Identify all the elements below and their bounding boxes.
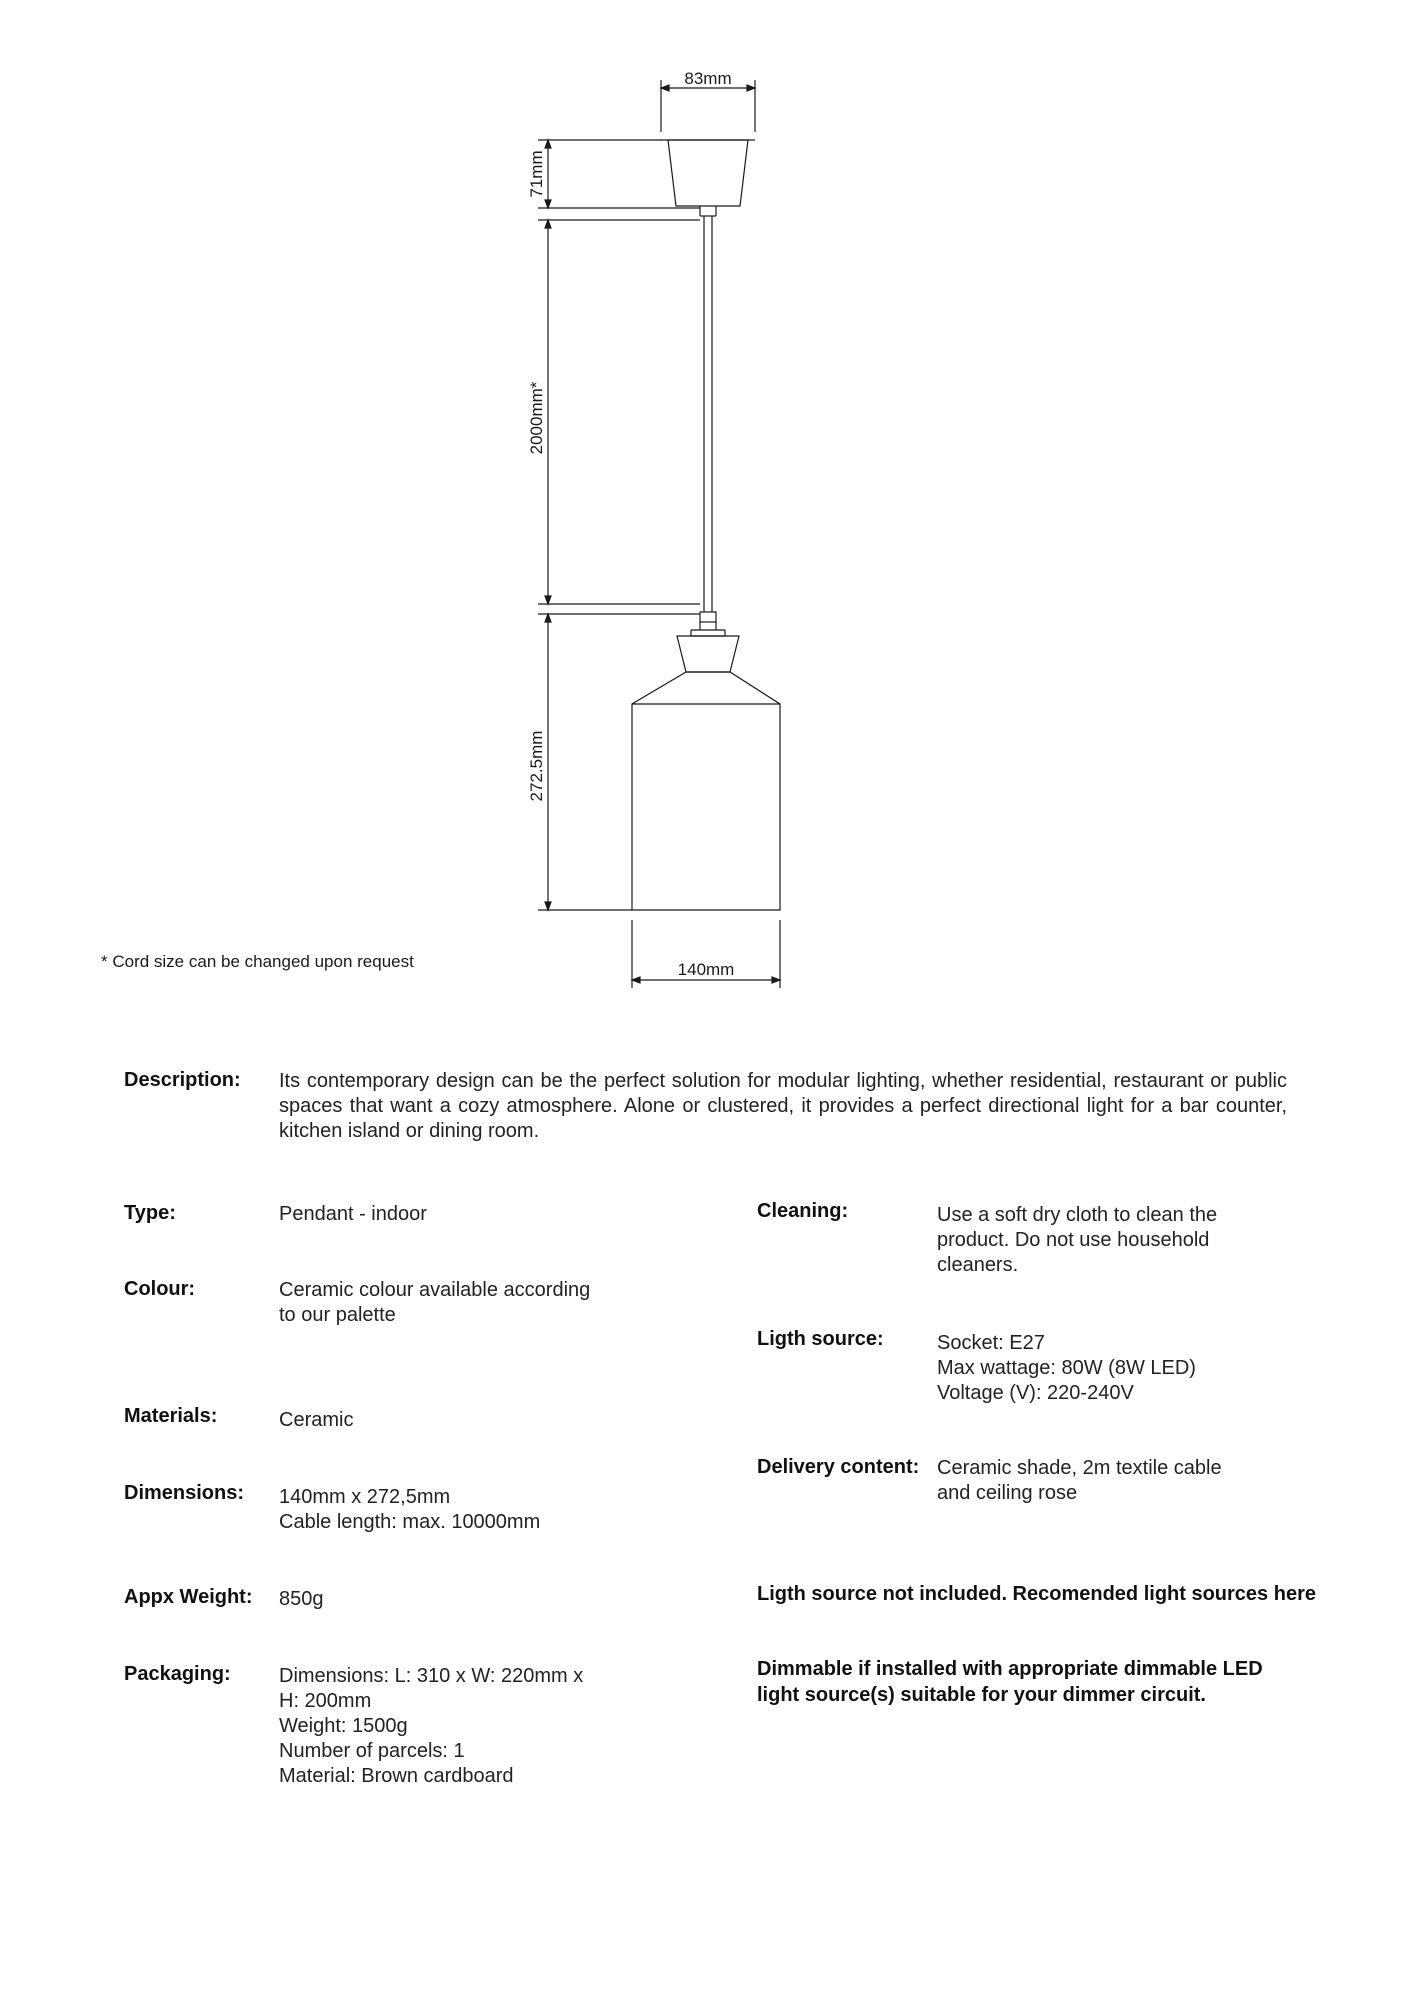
- light-source-line: Max wattage: 80W (8W LED): [937, 1357, 1196, 1379]
- packaging-line: Weight: 1500g: [279, 1715, 408, 1737]
- delivery-line: Ceramic shade, 2m textile cable: [937, 1457, 1222, 1479]
- dimensions-line: 140mm x 272,5mm: [279, 1486, 451, 1508]
- ceiling-rose: [668, 140, 748, 206]
- delivery-label: Delivery content:: [757, 1456, 920, 1478]
- colour-label: Colour:: [124, 1278, 196, 1300]
- dim-top-width: 83mm: [684, 69, 732, 88]
- dimensions-value: [279, 1485, 540, 1535]
- type-label: Type:: [124, 1202, 176, 1224]
- delivery-value: [937, 1456, 1222, 1506]
- cleaning-label: Cleaning:: [757, 1200, 849, 1222]
- dimmable-note: [757, 1656, 1263, 1708]
- light-source-label: Ligth source:: [757, 1328, 884, 1350]
- packaging-line: Material: Brown cardboard: [279, 1765, 514, 1787]
- arrow-6: [545, 902, 551, 910]
- cord-clamp-bottom: [700, 612, 716, 622]
- cleaning-line: cleaners.: [937, 1254, 1019, 1276]
- cord-size-note: * Cord size can be changed upon request: [101, 952, 414, 971]
- dim-bottom-width: 140mm: [677, 960, 735, 979]
- arrow-3: [545, 220, 551, 228]
- light-source-line: Socket: E27: [937, 1332, 1045, 1354]
- packaging-label: Packaging:: [124, 1663, 231, 1685]
- colour-line: Ceramic colour available according: [279, 1279, 591, 1301]
- light-source-value: [937, 1331, 1196, 1406]
- dimmable-line: light source(s) suitable for your dimmer circuit.: [757, 1684, 1206, 1706]
- colour-line: to our palette: [279, 1304, 396, 1326]
- cleaning-value: [937, 1203, 1217, 1278]
- socket-cap: [691, 622, 725, 636]
- delivery-line: and ceiling rose: [937, 1482, 1078, 1504]
- bottom-width-arrow-right: [772, 977, 780, 983]
- weight-label: Appx Weight:: [124, 1586, 253, 1608]
- type-value: [279, 1202, 427, 1227]
- packaging-line: H: 200mm: [279, 1690, 372, 1712]
- type-line: Pendant - indoor: [279, 1203, 427, 1225]
- arrow-2: [545, 200, 551, 208]
- packaging-value: [279, 1664, 583, 1789]
- packaging-line: Dimensions: L: 310 x W: 220mm x: [279, 1665, 584, 1687]
- light-source-line: Voltage (V): 220-240V: [937, 1382, 1134, 1404]
- materials-line: Ceramic: [279, 1409, 354, 1431]
- dim-rose-height: 71mm: [527, 150, 546, 198]
- cleaning-line: product. Do not use household: [937, 1229, 1210, 1251]
- materials-label: Materials:: [124, 1405, 218, 1427]
- packaging-line: Number of parcels: 1: [279, 1740, 465, 1762]
- colour-value: [279, 1278, 590, 1328]
- cleaning-line: Use a soft dry cloth to clean the: [937, 1204, 1218, 1226]
- dimmable-line: Dimmable if installed with appropriate dimmable LED: [757, 1658, 1263, 1680]
- weight-value: [279, 1587, 324, 1612]
- dim-shade-height: 272.5mm: [527, 730, 546, 802]
- weight-line: 850g: [279, 1588, 324, 1610]
- top-width-arrow-left: [661, 85, 669, 91]
- dimensions-label: Dimensions:: [124, 1482, 245, 1504]
- dim-cord-length: 2000mm*: [527, 381, 546, 455]
- arrow-1: [545, 140, 551, 148]
- light-source-not-included-note: Ligth source not included. Recomended light sources here: [757, 1583, 1316, 1605]
- arrow-5: [545, 614, 551, 622]
- description-text: Its contemporary design can be the perfect solution for modular lighting, whether residential, restaurant or public spaces that want a cozy atmosphere. Alone or clustered, it provides a perfect directional light for a bar counter, kitchen island or dining room.: [279, 1070, 1287, 1142]
- bottom-width-arrow-left: [632, 977, 640, 983]
- shade-neck: [677, 636, 739, 672]
- dimensions-line: Cable length: max. 10000mm: [279, 1511, 541, 1533]
- description-label: Description:: [124, 1069, 241, 1091]
- top-width-arrow-right: [747, 85, 755, 91]
- arrow-4: [545, 596, 551, 604]
- lamp-shade: [632, 672, 780, 910]
- materials-value: [279, 1408, 353, 1433]
